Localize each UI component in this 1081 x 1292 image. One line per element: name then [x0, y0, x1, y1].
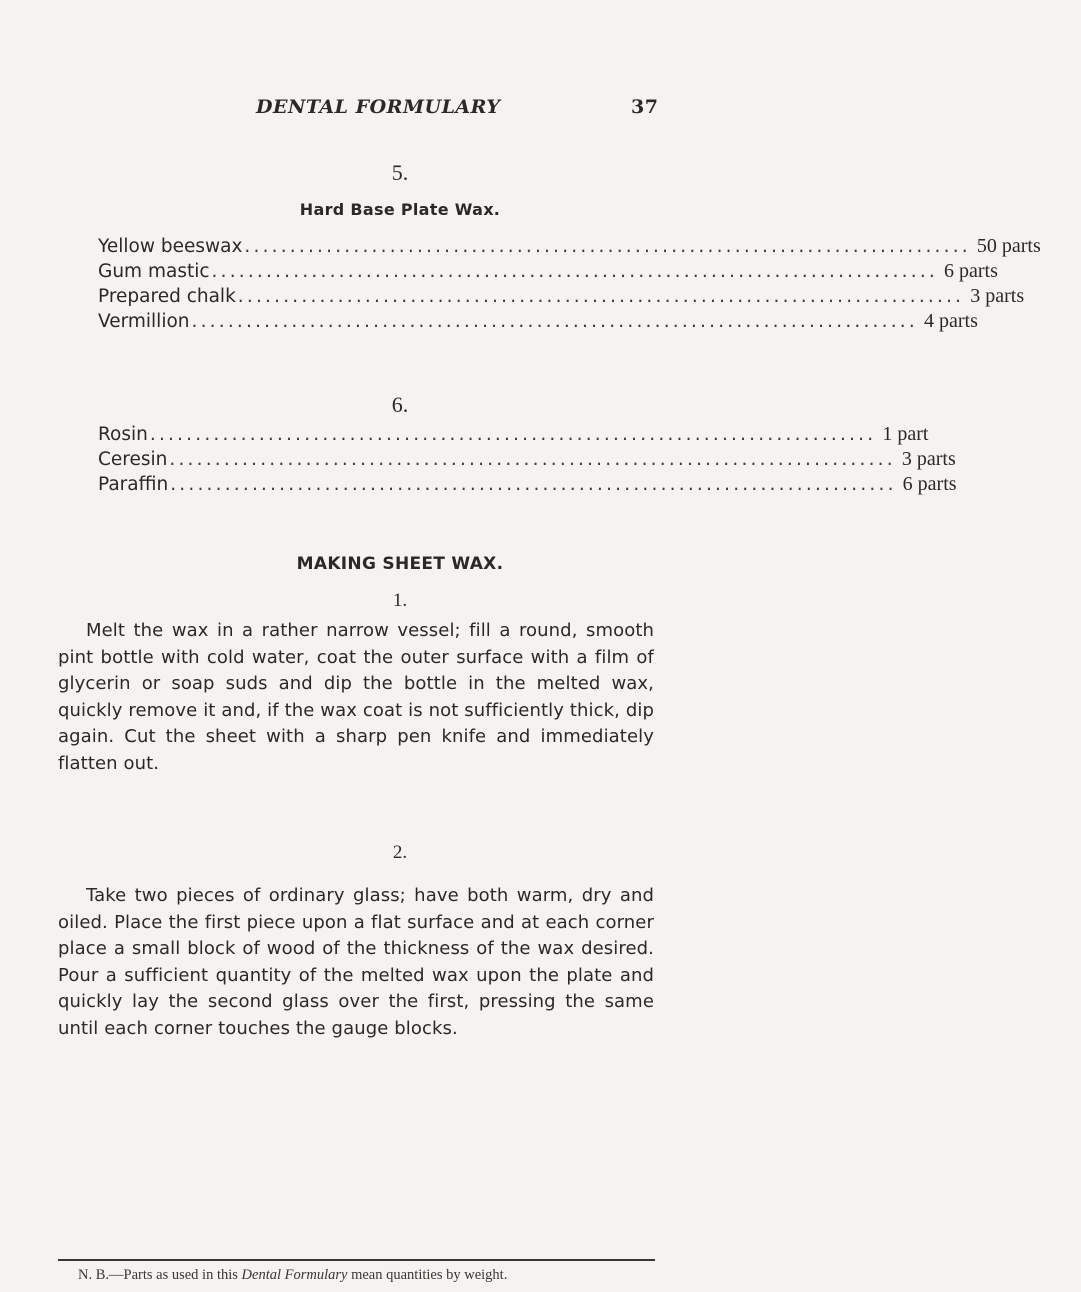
- ingredient-name: Gum mastic: [98, 261, 210, 282]
- footnote-rule: [58, 1259, 655, 1261]
- ingredient-row: [98, 472, 957, 497]
- ingredient-quantity: 3 parts: [970, 285, 1025, 307]
- dot-leader: ................................................................................: [149, 424, 877, 445]
- ingredient-name: Prepared chalk: [98, 286, 236, 307]
- formula-6-number: 6.: [391, 392, 409, 417]
- ingredient-quantity: 50 parts: [976, 235, 1041, 257]
- footnote: [58, 1266, 654, 1284]
- ingredient-row: [98, 259, 998, 284]
- formula-5-title: Hard Base Plate Wax.: [299, 200, 501, 219]
- running-title: DENTAL FORMULARY: [256, 96, 501, 118]
- method-2-text: Take two pieces of ordinary glass; have both warm, dry and oiled. Place the first piece upon a flat surface and at each corner place a small block of wood of the thickness of the wax desired. Pour a sufficient quantity of the melted wax upon the plate and quickly lay the second glass over the first, pressing the same until each corner touches the gauge blocks.: [58, 885, 654, 1039]
- dot-leader: ................................................................................: [191, 311, 918, 332]
- ingredient-name: Vermillion: [98, 311, 190, 332]
- ingredient-row: [98, 447, 956, 472]
- method-2-number: 2.: [392, 842, 408, 863]
- running-head: [0, 96, 800, 126]
- dot-leader: ................................................................................: [237, 286, 965, 307]
- page-number: 37: [631, 96, 659, 118]
- ingredient-row: [98, 422, 929, 447]
- footnote-italic: Dental Formulary: [241, 1267, 348, 1283]
- dot-leader: ................................................................................: [170, 474, 897, 495]
- ingredient-row: [98, 234, 1041, 259]
- dot-leader: ................................................................................: [244, 236, 971, 257]
- formula-5-ingredients: [98, 234, 1041, 334]
- section-title: MAKING SHEET WAX.: [296, 554, 504, 574]
- formula-6-ingredients: [98, 422, 957, 497]
- ingredient-name: Rosin: [98, 424, 148, 445]
- ingredient-quantity: 4 parts: [923, 310, 978, 332]
- formula-5-number: 5.: [391, 160, 409, 185]
- ingredient-quantity: 6 parts: [943, 260, 998, 282]
- method-1-number: 1.: [392, 590, 408, 611]
- footnote-prefix: N. B.—Parts as used in this: [78, 1267, 242, 1283]
- ingredient-quantity: 1 part: [882, 423, 929, 445]
- ingredient-name: Paraffin: [98, 474, 169, 495]
- dot-leader: ................................................................................: [169, 449, 896, 470]
- ingredient-quantity: 3 parts: [901, 448, 956, 470]
- footnote-suffix: mean quantities by weight.: [347, 1267, 508, 1283]
- ingredient-row: [98, 309, 978, 334]
- ingredient-row: [98, 284, 1025, 309]
- ingredient-name: Ceresin: [98, 449, 168, 470]
- ingredient-name: Yellow beeswax: [98, 236, 243, 257]
- dot-leader: ................................................................................: [211, 261, 938, 282]
- method-1-text: Melt the wax in a rather narrow vessel; fill a round, smooth pint bottle with cold water, coat the outer surface with a film of glycerin or soap suds and dip the bottle in the melted wax, quickly remove it and, if the wax coat is not sufficiently thick, dip again. Cut the sheet with a sharp pen knife and immediately flatten out.: [58, 620, 654, 774]
- ingredient-quantity: 6 parts: [902, 473, 957, 495]
